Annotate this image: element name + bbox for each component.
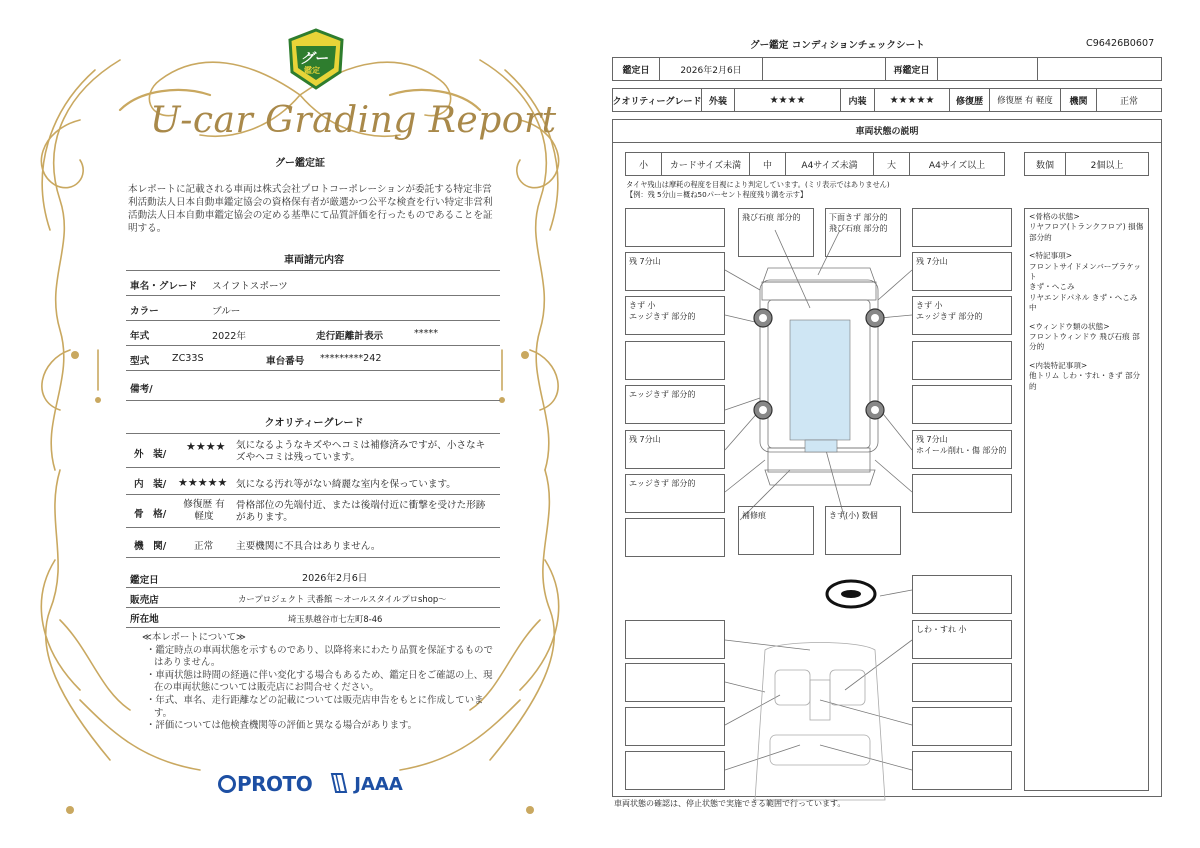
badge-text: グー [300, 51, 328, 67]
exterior-label: 外 装/ [134, 449, 167, 460]
shop-value: カープロジェクト 弐番館 ～オールスタイルプロshop～ [238, 594, 447, 604]
side-note-special [1029, 251, 1144, 313]
proto-logo-text: PROTO [237, 772, 313, 796]
side-note-interior-line: 他トリム しわ・すれ・きず 部分的 [1029, 371, 1141, 391]
side-note-frame-line: リヤフロア(トランクフロア) 損傷 [1029, 222, 1144, 232]
name-label: 車名・グレード [130, 281, 198, 292]
repair-value: 修復歴 有 軽度 [989, 88, 1061, 112]
left-tire-front-text: 残 7分山 [629, 257, 661, 266]
exterior-rating: ★★★★ [186, 440, 226, 453]
box-top-center-1 [738, 208, 814, 257]
sheet-title: グー鑑定 コンディションチェックシート [750, 40, 925, 51]
odometer-label: 走行距離計表示 [316, 331, 384, 342]
box-interior-right-4 [912, 751, 1012, 790]
side-notes-panel [1024, 208, 1149, 791]
box-right-3 [912, 385, 1012, 424]
interior-label: 内 装/ [134, 479, 167, 490]
legend-large-desc: A4サイズ以上 [909, 152, 1005, 176]
sheet-footer: 車両状態の確認は、停止状態で実施できる範囲で行っています。 [614, 799, 846, 808]
repair-label: 修復歴 [949, 88, 990, 112]
box-left-front-side [625, 296, 725, 335]
quality-row-engine [126, 528, 500, 558]
box-interior-left-2 [625, 663, 725, 702]
quality-title: クオリティーグレード [264, 418, 364, 429]
box-interior-right-3 [912, 707, 1012, 746]
spec-row-color [126, 296, 500, 321]
side-note-special-line: フロントサイドメンバーブラケット [1029, 261, 1142, 282]
jaaa-mark-icon [330, 772, 348, 794]
tire-note-1: タイヤ残山は摩耗の程度を目視により判定しています。(ミリ表示ではありません) [626, 180, 890, 189]
legend-count-desc: 2個以上 [1065, 152, 1149, 176]
top-center-1-text: 飛び石痕 部分的 [742, 213, 801, 222]
date-label: 鑑定日 [130, 575, 159, 586]
note-item-1: ・鑑定時点の車両状態を示すものであり、以降将来にわたり品質を保証するものではありません。 [146, 644, 493, 669]
date-label: 鑑定日 [612, 57, 660, 81]
jaaa-logo [330, 772, 403, 795]
jaaa-logo-text: JAAA [354, 774, 403, 795]
note-item-4: ・評価については他検査機関等の評価と異なる場合があります。 [146, 720, 417, 732]
spec-row-year [126, 321, 500, 346]
box-bottom-center-1 [738, 506, 814, 555]
spec-row-name [126, 271, 500, 296]
quality-row-interior [126, 468, 500, 495]
proto-logo [218, 772, 312, 796]
condition-title: 車両状態の説明 [612, 119, 1162, 143]
box-interior-left-1 [625, 620, 725, 659]
year-label: 年式 [130, 331, 150, 342]
odometer-value: ***** [414, 328, 438, 339]
side-note-interior [1029, 361, 1144, 392]
right-tire-front-text: 残 7分山 [916, 257, 948, 266]
box-left-tire-front [625, 252, 725, 291]
frame-label: 骨 格/ [134, 509, 167, 520]
left-front-side-text: きず 小 エッジきず 部分的 [629, 301, 696, 321]
side-note-frame [1029, 212, 1144, 243]
specs-table [126, 267, 500, 407]
box-interior-left-3 [625, 707, 725, 746]
box-left-1 [625, 208, 725, 247]
proto-mark-icon [218, 775, 236, 793]
row-shop [126, 588, 500, 608]
certificate-title: グー鑑定証 [275, 158, 325, 169]
exterior-desc: 気になるようなキズやヘコミは補修済みですが、小さなキズやヘコミは残っています。 [236, 440, 486, 463]
spec-row-remarks [126, 371, 500, 401]
model-label: 型式 [130, 356, 150, 367]
engine-desc: 主要機関に不具合はありません。 [236, 541, 381, 552]
model-value: ZC33S [172, 353, 204, 364]
side-note-interior-title: <内装特記事項> [1029, 360, 1088, 370]
engine-rating: 正常 [194, 541, 214, 552]
goo-badge-logo [286, 28, 346, 90]
tire-note-2: 【例：残 5分山＝概ね50パーセント程度残り溝を示す】 [626, 190, 808, 199]
box-right-4 [912, 474, 1012, 513]
left-rear-text: エッジきず 部分的 [629, 479, 696, 488]
rear-window-shape [805, 440, 837, 452]
engine-label: 機関 [1060, 88, 1097, 112]
interior-desc: 気になる汚れ等がない綺麗な室内を保っています。 [236, 479, 456, 490]
grade-label: クオリティーグレード [612, 88, 702, 112]
box-interior-right-2 [912, 663, 1012, 702]
color-value: ブルー [212, 306, 241, 317]
interior-right-1-text: しわ・すれ 小 [916, 625, 967, 634]
shop-label: 販売店 [130, 595, 159, 606]
left-mid-text: エッジきず 部分的 [629, 390, 696, 399]
note-item-3: ・年式、車名、走行距離などの記載については販売店申告をもとに作成しています。 [146, 694, 484, 719]
spec-row-model [126, 346, 500, 371]
side-note-window-title: <ウィンドウ類の状態> [1029, 321, 1110, 331]
year-value: 2022年 [212, 331, 247, 342]
side-note-frame-line: 部分的 [1029, 232, 1052, 242]
box-left-3 [625, 518, 725, 557]
box-left-mid [625, 385, 725, 424]
note-item-2: ・車両状態は時間の経過に伴い変化する場合もあるため、鑑定日をご確認の上、現在の車両状態については販売店にお問合せください。 [146, 669, 493, 694]
right-front-side-text: きず 小 エッジきず 部分的 [916, 301, 983, 321]
notes-title: ≪本レポートについて≫ [142, 632, 246, 643]
date-value: 2026年2月6日 [659, 57, 763, 81]
redate-label: 再鑑定日 [885, 57, 938, 81]
address-label: 所在地 [130, 614, 159, 625]
frame-rating: 修復歴 有 軽度 [183, 499, 225, 522]
legend-small-desc: カードサイズ未満 [661, 152, 750, 176]
side-note-window-line: フロントウィンドウ 飛び石痕 部分的 [1029, 332, 1140, 352]
box-right-tire-rear [912, 430, 1012, 469]
legend-large: 大 [873, 152, 910, 176]
legend-count: 数個 [1024, 152, 1066, 176]
side-note-special-line: リヤエンドパネル きず・へこみ 中 [1029, 292, 1138, 313]
engine-value: 正常 [1096, 88, 1162, 112]
box-right-2 [912, 341, 1012, 380]
quality-row-exterior [126, 434, 500, 468]
shop-table [126, 566, 500, 630]
quality-row-frame [126, 495, 500, 528]
frame-desc: 骨格部位の先端付近、または後端付近に衝撃を受けた形跡があります。 [236, 500, 486, 523]
name-value: スイフトスポーツ [212, 281, 288, 292]
windshield-shape [790, 320, 850, 440]
box-bottom-center-2 [825, 506, 901, 555]
interior-label: 内装 [840, 88, 875, 112]
box-top-center-2 [825, 208, 901, 257]
row-date [126, 566, 500, 588]
sheet-id: C96426B0607 [1086, 38, 1155, 49]
right-tire-rear-text: 残 7分山 ホイール削れ・傷 部分的 [916, 435, 1007, 455]
bottom-center-1-text: 補修痕 [742, 511, 766, 520]
bottom-center-2-text: きず(小) 数個 [829, 511, 878, 520]
box-right-front-side [912, 296, 1012, 335]
box-left-2 [625, 341, 725, 380]
exterior-rating: ★★★★ [734, 88, 841, 112]
box-steering [912, 575, 1012, 614]
date-value: 2026年2月6日 [302, 573, 368, 584]
side-note-special-title: <特記事項> [1029, 251, 1073, 261]
report-notes [142, 632, 498, 733]
side-note-frame-title: <骨格の状態> [1029, 212, 1080, 221]
box-left-tire-rear [625, 430, 725, 469]
address-value: 埼玉県越谷市七左町8-46 [288, 614, 383, 624]
top-center-2-text: 下面きず 部分的 飛び石痕 部分的 [829, 213, 888, 233]
quality-table [126, 430, 500, 565]
steering-wheel-icon [827, 581, 875, 607]
script-title: U-car Grading Report [150, 100, 557, 141]
chassis-value: *********242 [320, 353, 382, 364]
interior-rating: ★★★★★ [874, 88, 950, 112]
box-left-rear [625, 474, 725, 513]
badge-sub-text: 鑑定 [304, 66, 320, 75]
side-note-special-line: きず・へこみ [1029, 282, 1075, 292]
left-tire-rear-text: 残 7分山 [629, 435, 661, 444]
remarks-label: 備考/ [130, 384, 153, 395]
side-note-window [1029, 322, 1144, 353]
certificate-statement: 本レポートに記載される車両は株式会社プロトコーポレーションが委託する特定非営利活動法人日本自動車鑑定協会の資格保有者が厳選かつ公平な検査を行い特定非営利活動法人日本自動車鑑定協会の定める基準にて品質評価を行ったものであることを証明する。 [128, 184, 493, 234]
box-interior-left-4 [625, 751, 725, 790]
interior-diagram [755, 643, 885, 801]
row-address [126, 608, 500, 628]
condition-check-sheet [600, 0, 1200, 848]
engine-label: 機 関/ [134, 541, 167, 552]
exterior-label: 外装 [701, 88, 735, 112]
box-interior-right-1 [912, 620, 1012, 659]
legend-medium-desc: A4サイズ未満 [785, 152, 874, 176]
box-right-1 [912, 208, 1012, 247]
chassis-label: 車台番号 [266, 356, 305, 367]
interior-rating: ★★★★★ [178, 476, 228, 489]
legend-medium: 中 [749, 152, 786, 176]
legend-small: 小 [625, 152, 662, 176]
specs-title: 車両諸元内容 [284, 255, 344, 266]
box-right-tire-front [912, 252, 1012, 291]
color-label: カラー [130, 306, 159, 317]
